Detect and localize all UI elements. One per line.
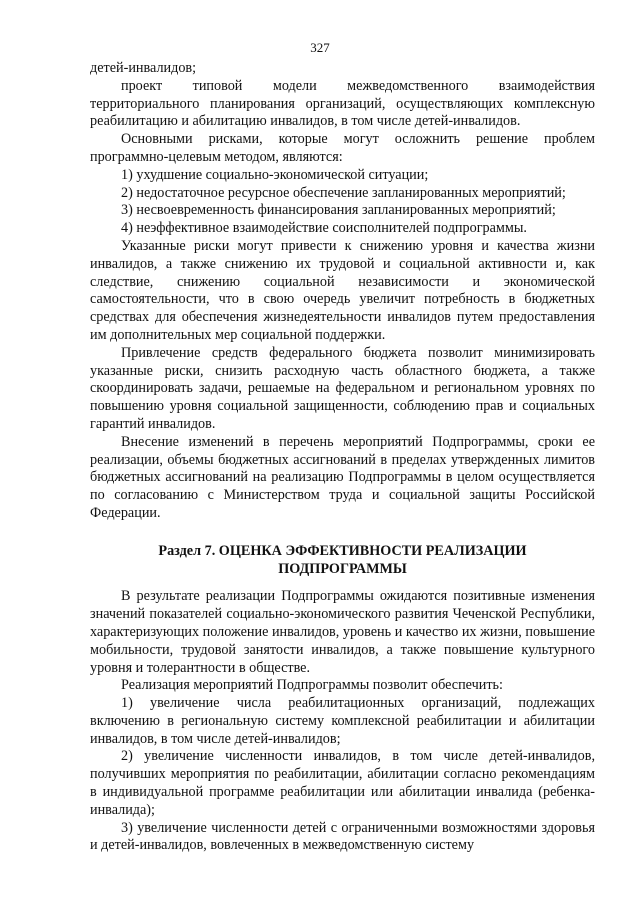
list-item: 3) несвоевременность финансирования запланированных мероприятий; [121, 202, 556, 219]
list-item: 2) увеличение численности инвалидов, в том числе детей-инвалидов, получивших мероприятия по реабилитации, абилитации согласно рекомендациям в индивидуальной программе реабилитации или абилитации инвалида (ребенка-инвалида); [90, 748, 595, 818]
paragraph: Привлечение средств федерального бюджета позволит минимизировать указанные риски, снизить расходную часть областного бюджета, а также скоординировать задачи, решаемые на федеральном и региональном уровнях по повышению уровня социальной защищенности, соблюдению прав и социальных гарантий инвалидов. [90, 344, 595, 432]
section-heading [90, 543, 595, 579]
paragraph: Реализация мероприятий Подпрограммы позволит обеспечить: [121, 677, 503, 694]
paragraph: Указанные риски могут привести к снижению уровня и качества жизни инвалидов, а также снижению их трудовой и социальной активности и, как следствие, снижению социальной независимости и экономической самостоятельности, что в свою очередь увеличит потребность в бюджетных средствах для обеспечения жизнедеятельности инвалидов путем предоставления им дополнительных мер социальной поддержки. [90, 237, 595, 343]
paragraph: В результате реализации Подпрограммы ожидаются позитивные изменения значений показателей социально-экономического развития Чеченской Республики, характеризующих положение инвалидов, уровень и качество их жизни, повышение мобильности, трудовой занятости инвалидов, а также повышение культурного уровня и толерантности в обществе. [90, 588, 595, 676]
paragraph: проект типовой модели межведомственного взаимодействия территориального планирования организаций, осуществляющих комплексную реабилитацию и абилитацию инвалидов, в том числе детей-инвалидов. [90, 77, 595, 130]
section-heading-line: Раздел 7. ОЦЕНКА ЭФФЕКТИВНОСТИ РЕАЛИЗАЦИИ [158, 542, 527, 559]
document-body [90, 60, 595, 855]
page-number: 327 [310, 40, 330, 55]
paragraph: Внесение изменений в перечень мероприятий Подпрограммы, сроки ее реализации, объемы бюджетных ассигнований в пределах утвержденных лимитов бюджетных ассигнований на реализацию Подпрограммы в целом осуществляется по согласованию с Министерством труда и социальной защиты Российской Федерации. [90, 433, 595, 521]
list-item: 1) увеличение числа реабилитационных организаций, подлежащих включению в региональную систему комплексной реабилитации и абилитации инвалидов, в том числе детей-инвалидов; [90, 695, 595, 747]
paragraph: детей-инвалидов; [90, 60, 197, 76]
paragraph: Основными рисками, которые могут осложнить решение проблем программно-целевым методом, являются: [90, 131, 595, 165]
list-item: 1) ухудшение социально-экономической ситуации; [121, 166, 429, 183]
list-item: 4) неэффективное взаимодействие соисполнителей подпрограммы. [121, 220, 527, 237]
list-item: 3) увеличение численности детей с ограниченными возможностями здоровья и детей-инвалидов, вовлеченных в межведомственную систему [90, 819, 595, 854]
list-item: 2) недостаточное ресурсное обеспечение запланированных мероприятий; [121, 184, 566, 201]
section-heading-line: ПОДПРОГРАММЫ [278, 560, 407, 577]
